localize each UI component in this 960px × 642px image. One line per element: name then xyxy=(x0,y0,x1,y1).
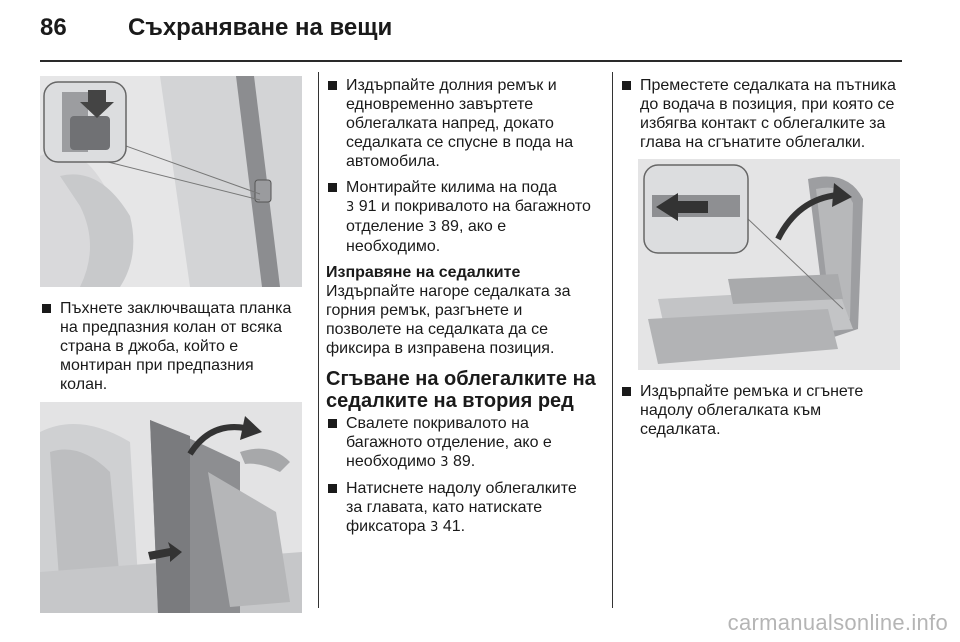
seat-fold-illustration xyxy=(40,402,302,613)
bullet-square-icon xyxy=(622,81,631,90)
list-item-text: Монтирайте килима на пода xyxy=(346,179,557,196)
bullet-square-icon xyxy=(42,304,51,313)
page-reference[interactable]: 89 xyxy=(453,453,471,470)
column-1 xyxy=(40,76,304,613)
column-2 xyxy=(326,76,596,544)
list-item-text: , ако е необходимо. xyxy=(346,218,507,255)
column-3 xyxy=(620,76,904,446)
bullet-square-icon xyxy=(328,419,337,428)
paragraph: Издърпайте нагоре седалката за горния ремък, разгънете и позволете на седалката да се фиксира в изправена позиция. xyxy=(326,283,571,357)
list-item-text: Пъхнете заключващата планка на предпазния колан от всяка страна в джоба, който е монтиран при предпазния колан. xyxy=(60,300,292,393)
page-reference-arrow-icon: 3 xyxy=(346,200,355,215)
list-item xyxy=(326,414,596,472)
subheading: Изправяне на седалките xyxy=(326,264,521,281)
page-reference[interactable]: 89 xyxy=(441,218,459,235)
page-number: 86 xyxy=(40,14,67,41)
list-item-text: Издърпайте долния ремък и едновременно завъртете облегалката напред, докато седалката се спусне в пода на автомобила. xyxy=(346,77,574,170)
list-item xyxy=(326,178,596,256)
list-item-text: Натиснете надолу облегалките за главата, като натискате фиксатора xyxy=(346,480,577,535)
col3-list-1 xyxy=(620,76,904,152)
bullet-square-icon xyxy=(622,387,631,396)
page-reference[interactable]: 41 xyxy=(442,518,461,535)
page-reference-arrow-icon: 3 xyxy=(428,220,437,235)
column-divider-1 xyxy=(318,72,319,608)
list-item-text: Преместете седалката на пътника до водача в позиция, при която се избягва контакт с облегалките за глава на сгънатите облегалки. xyxy=(640,77,896,151)
col2-list-1 xyxy=(326,76,596,256)
col2-list-2 xyxy=(326,414,596,537)
list-item-text: . xyxy=(460,518,466,535)
list-item xyxy=(40,299,304,394)
page-header xyxy=(40,14,392,54)
column-divider-2 xyxy=(612,72,613,608)
watermark: carmanualsonline.info xyxy=(727,610,948,635)
list-item xyxy=(620,382,904,439)
page-reference-arrow-icon: 3 xyxy=(430,520,439,535)
page-title: Съхраняване на вещи xyxy=(128,14,393,41)
page-reference-arrow-icon: 3 xyxy=(440,455,449,470)
list-item xyxy=(326,479,596,537)
page-reference[interactable]: 91 xyxy=(358,198,377,215)
list-item-text: и покривалото на багажното отделение xyxy=(346,198,591,235)
bullet-square-icon xyxy=(328,484,337,493)
figure-seatback-fold xyxy=(638,159,900,370)
list-item-text: . xyxy=(470,453,476,470)
section-title: Сгъване на облегалките на седалките на втория ред xyxy=(326,368,596,412)
bullet-square-icon xyxy=(328,183,337,192)
list-item-text: Издърпайте ремъка и сгънете надолу облегалката към седалката. xyxy=(640,383,864,438)
list-item xyxy=(326,76,596,171)
col1-list xyxy=(40,299,304,394)
list-item xyxy=(620,76,904,152)
figure-seatbelt-latch xyxy=(40,76,302,287)
seatbelt-latch-illustration xyxy=(40,76,302,287)
figure-seat-fold xyxy=(40,402,302,613)
col3-list-2 xyxy=(620,382,904,439)
seatback-fold-illustration xyxy=(638,159,900,370)
header-rule xyxy=(40,60,902,62)
bullet-square-icon xyxy=(328,81,337,90)
list-item-text: Свалете покривалото на багажното отделение, ако е необходимо xyxy=(346,415,552,470)
